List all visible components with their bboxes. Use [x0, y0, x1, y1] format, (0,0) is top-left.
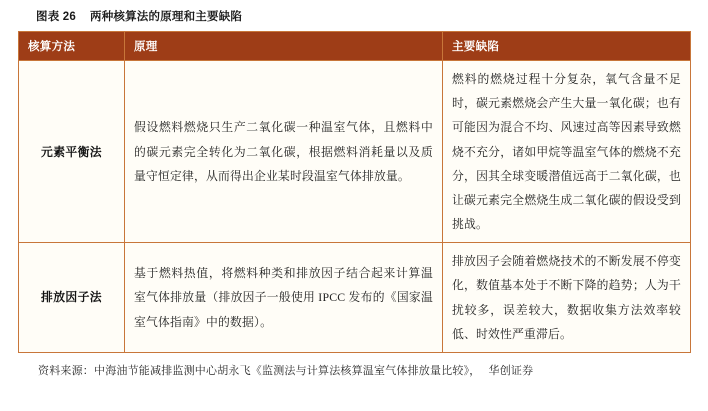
- table-header: [19, 32, 691, 61]
- column-header-principle: 原理: [125, 32, 443, 61]
- comparison-table: [18, 31, 691, 353]
- source-text: 中海油节能减排监测中心胡永飞《监测法与计算法核算温室气体排放量比较》，: [94, 364, 481, 377]
- cell-method: 元素平衡法: [19, 61, 125, 243]
- column-header-drawback: 主要缺陷: [443, 32, 691, 61]
- source-note: [38, 362, 690, 378]
- source-firm: 华创证券: [488, 364, 534, 377]
- source-label: 资料来源：: [38, 364, 94, 377]
- table-body: [19, 61, 691, 353]
- cell-drawback: 燃料的燃烧过程十分复杂，氧气含量不足时，碳元素燃烧会产生大量一氧化碳；也有可能因为混合不均、风速过高等因素导致燃烧不充分，诸如甲烷等温室气体的燃烧不充分，因其全球变暖潜值远高于二氧化碳，也让碳元素完全燃烧生成二氧化碳的假设受到挑战。: [443, 61, 691, 243]
- figure-title: 两种核算法的原理和主要缺陷: [90, 11, 243, 23]
- cell-principle: 基于燃料热值，将燃料种类和排放因子结合起来计算温室气体排放量（排放因子一般使用 IPCC 发布的《国家温室气体指南》中的数据）。: [125, 243, 443, 353]
- cell-drawback: 排放因子会随着燃烧技术的不断发展不停变化，数值基本处于不断下降的趋势；人为干扰较多，误差较大，数据收集方法效率较低、时效性严重滞后。: [443, 243, 691, 353]
- table-header-row: [19, 32, 691, 61]
- cell-method: 排放因子法: [19, 243, 125, 353]
- table-row: [19, 243, 691, 353]
- figure-caption: [36, 8, 690, 24]
- cell-principle: 假设燃料燃烧只生产二氧化碳一种温室气体，且燃料中的碳元素完全转化为二氧化碳，根据燃料消耗量以及质量守恒定律，从而得出企业某时段温室气体排放量。: [125, 61, 443, 243]
- table-row: [19, 61, 691, 243]
- figure-number: 图表 26: [36, 11, 76, 23]
- column-header-method: 核算方法: [19, 32, 125, 61]
